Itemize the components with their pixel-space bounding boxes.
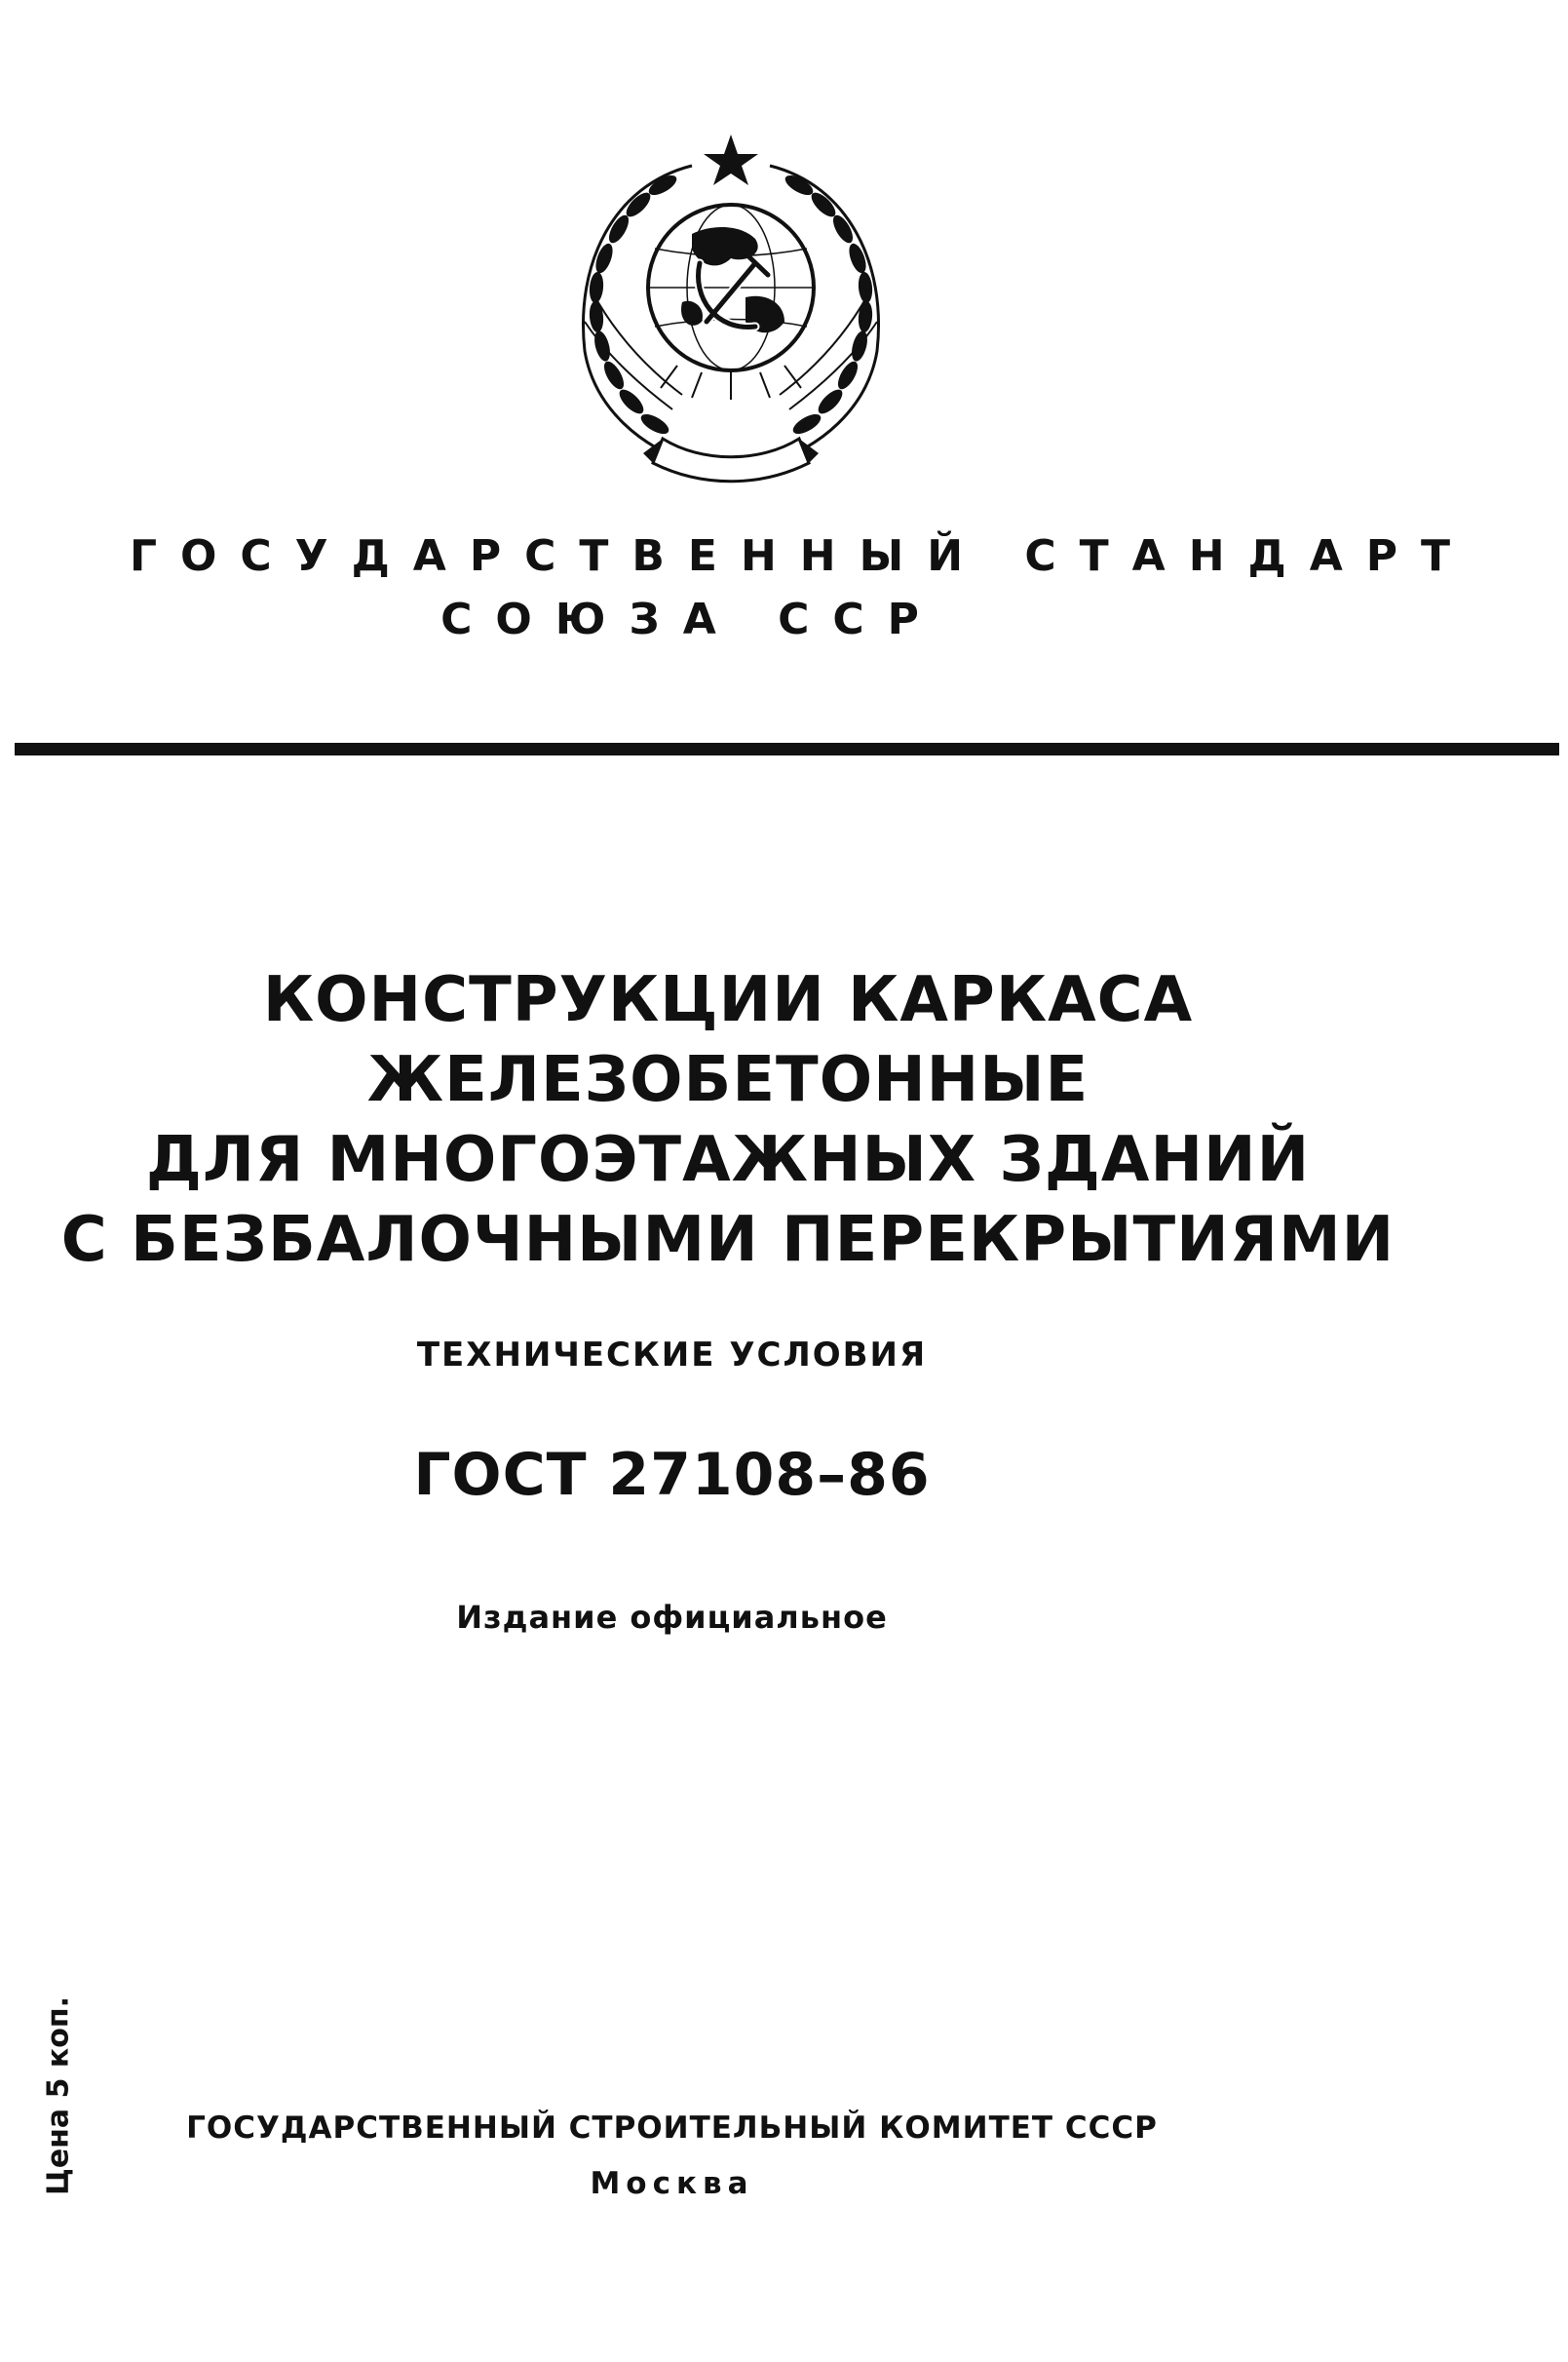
title-line-2: ЖЕЛЕЗОБЕТОННЫЕ — [366, 1044, 1090, 1116]
title-line-3: ДЛЯ МНОГОЭТАЖНЫХ ЗДАНИЙ — [145, 1124, 1311, 1196]
issuer-subheading: СОЮЗА ССР — [440, 595, 942, 644]
title-line-4: С БЕЗБАЛОЧНЫМИ ПЕРЕКРЫТИЯМИ — [60, 1204, 1396, 1276]
publication-city: Москва — [590, 2166, 754, 2201]
title-line-1: КОНСТРУКЦИИ КАРКАСА — [262, 964, 1194, 1036]
document-title — [0, 960, 1568, 1280]
header-divider — [15, 743, 1559, 755]
standard-code: ГОСТ 27108–86 — [413, 1441, 931, 1509]
publisher-name: ГОСУДАРСТВЕННЫЙ СТРОИТЕЛЬНЫЙ КОМИТЕТ СССР — [186, 2110, 1158, 2146]
document-subtitle: ТЕХНИЧЕСКИЕ УСЛОВИЯ — [416, 1336, 928, 1375]
issuer-heading: ГОСУДАРСТВЕННЫЙ СТАНДАРТ — [129, 531, 1474, 581]
edition-note: Издание официальное — [456, 1599, 888, 1636]
state-emblem-icon — [546, 127, 916, 497]
price-text: Цена 5 коп. — [41, 1995, 76, 2196]
